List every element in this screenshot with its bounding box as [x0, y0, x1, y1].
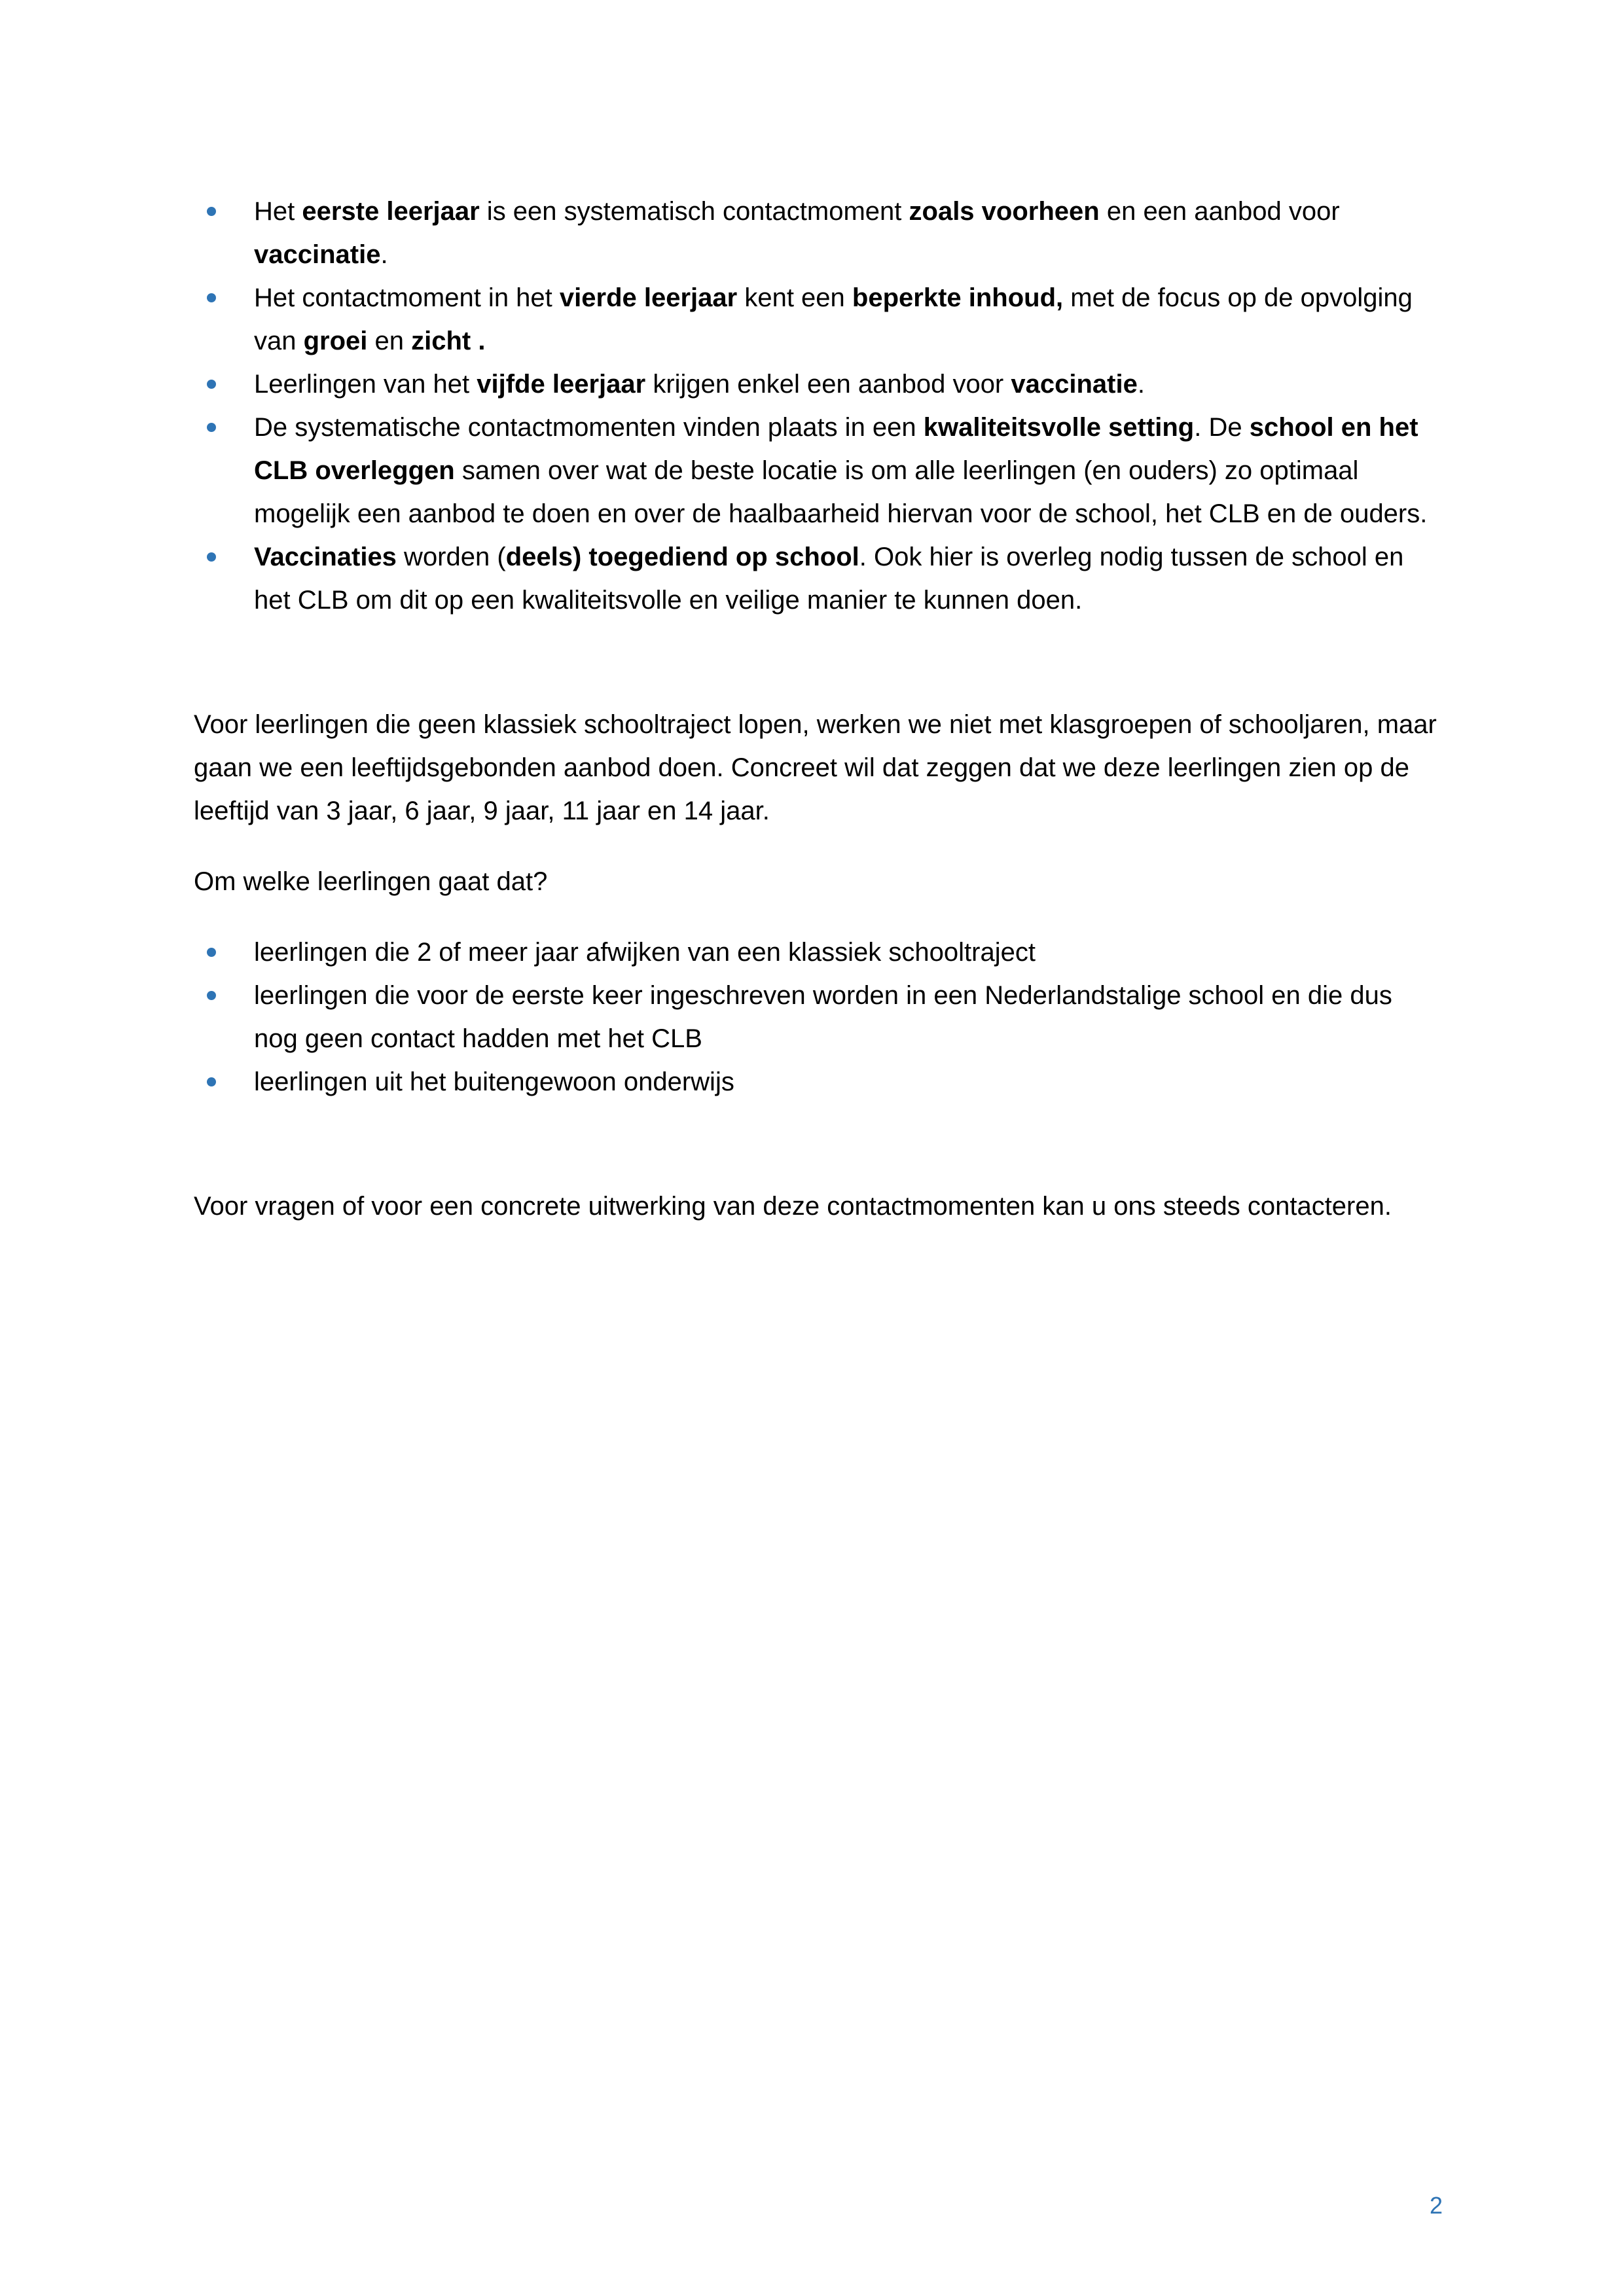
list-item-text: leerlingen die voor de eerste keer ingeschreven worden in een Nederlandstalige school en die dus nog geen contact hadden met het CLB — [254, 981, 1392, 1053]
bold-text-segment: school en het CLB overleggen — [254, 413, 1418, 485]
list-item — [194, 276, 1437, 363]
bold-text-segment: deels) toegediend op school — [505, 543, 859, 571]
bold-text-segment: beperkte inhoud, — [852, 283, 1064, 312]
intro-paragraph: Voor leerlingen die geen klassiek schooltraject lopen, werken we niet met klasgroepen of schooljaren, maar gaan we een leeftijdsgebonden aanbod doen. Concreet wil dat zeggen dat we deze leerlingen zien op de leeftijd van 3 jaar, 6 jaar, 9 jaar, 11 jaar en 14 jaar. — [194, 710, 1437, 825]
text-segment: . — [1137, 370, 1145, 399]
text-segment: worden ( — [396, 543, 506, 571]
text-segment: met de focus op de opvolging van — [254, 283, 1413, 355]
bold-text-segment: vaccinatie — [254, 240, 381, 269]
bullet-icon — [207, 1077, 216, 1086]
list-item — [194, 931, 1437, 974]
text-segment: . Ook hier is overleg nodig tussen de school en het CLB om dit op een kwaliteitsvolle en veilige manier te kunnen doen. — [254, 543, 1404, 615]
list-item-text: leerlingen die 2 of meer jaar afwijken van een klassiek schooltraject — [254, 938, 1036, 967]
text-segment: samen over wat de beste locatie is om alle leerlingen (en ouders) zo optimaal mogelijk een aanbod te doen en over de haalbaarheid hiervan voor de school, het CLB en de ouders. — [254, 456, 1428, 528]
text-segment: krijgen enkel een aanbod voor — [645, 370, 1011, 399]
bold-text-segment: zoals voorheen — [909, 197, 1100, 226]
bullet-icon — [207, 293, 216, 302]
bullet-icon — [207, 552, 216, 562]
bullet-icon — [207, 991, 216, 1000]
bullet-icon — [207, 948, 216, 957]
spacer — [194, 903, 1437, 931]
page-content — [194, 190, 1437, 1228]
bold-text-segment: kwaliteitsvolle setting — [923, 413, 1195, 442]
bold-text-segment: zicht . — [411, 327, 486, 355]
text-segment: De systematische contactmomenten vinden plaats in een — [254, 413, 924, 442]
list-item-text: leerlingen uit het buitengewoon onderwijs — [254, 1067, 734, 1096]
list-item-text — [254, 413, 1427, 528]
bold-text-segment: vaccinatie — [1011, 370, 1138, 399]
bold-text-segment: groei — [303, 327, 368, 355]
text-segment: kent een — [737, 283, 852, 312]
bold-text-segment: vierde leerjaar — [559, 283, 738, 312]
text-segment: en — [367, 327, 412, 355]
list-item — [194, 363, 1437, 406]
text-segment: Het contactmoment in het — [254, 283, 560, 312]
list-item-text — [254, 543, 1403, 615]
bullet-icon — [207, 380, 216, 389]
bold-text-segment: Vaccinaties — [254, 543, 397, 571]
text-segment: . De — [1194, 413, 1250, 442]
text-segment: is een systematisch contactmoment — [479, 197, 909, 226]
list-item — [194, 535, 1437, 622]
closing-paragraph: Voor vragen of voor een concrete uitwerking van deze contactmomenten kan u ons steeds contacteren. — [194, 1192, 1392, 1221]
bold-text-segment: vijfde leerjaar — [477, 370, 646, 399]
text-segment: Het — [254, 197, 302, 226]
list-item — [194, 1060, 1437, 1103]
text-segment: . — [380, 240, 388, 269]
bold-text-segment: eerste leerjaar — [302, 197, 480, 226]
list-item — [194, 406, 1437, 535]
spacer — [194, 1103, 1437, 1185]
spacer — [194, 622, 1437, 703]
top-bullet-list — [194, 190, 1437, 622]
bullet-icon — [207, 423, 216, 432]
bottom-bullet-list — [194, 931, 1437, 1103]
list-item-text — [254, 197, 1340, 269]
spacer — [194, 833, 1437, 860]
text-segment: Leerlingen van het — [254, 370, 477, 399]
list-item-text — [254, 370, 1145, 399]
bullet-icon — [207, 207, 216, 216]
list-item — [194, 974, 1437, 1060]
list-item-text — [254, 283, 1413, 355]
question-paragraph: Om welke leerlingen gaat dat? — [194, 867, 548, 896]
text-segment: en een aanbod voor — [1099, 197, 1340, 226]
page-number: 2 — [1429, 2192, 1443, 2219]
list-item — [194, 190, 1437, 276]
